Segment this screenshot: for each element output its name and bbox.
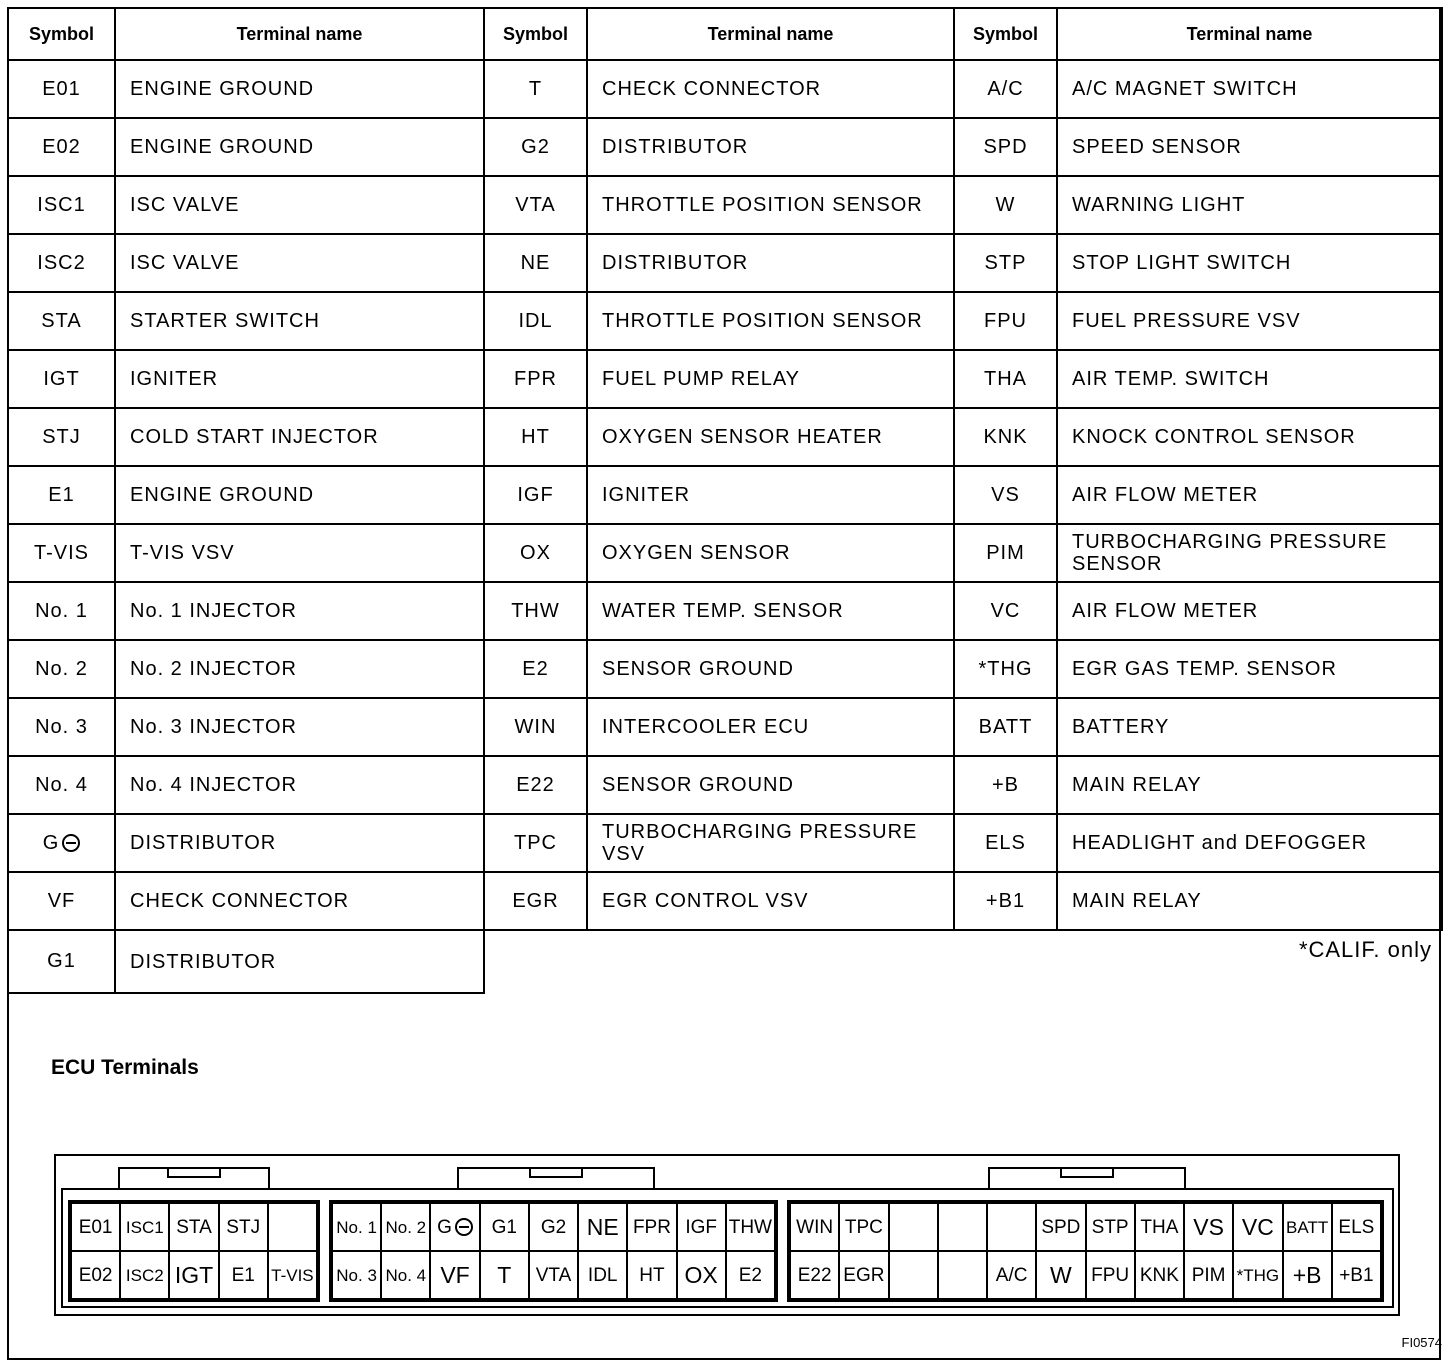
symbol-cell: [484, 582, 587, 640]
header-terminal-name: Terminal name: [115, 8, 484, 60]
symbol-text: T: [528, 77, 543, 100]
connector-pin: [1036, 1251, 1085, 1299]
connector-pin: [987, 1251, 1036, 1299]
symbol-cell: [954, 350, 1057, 408]
terminal-name-cell: ENGINE GROUND: [115, 118, 484, 176]
symbol-cell: [8, 582, 115, 640]
connector-pin: [839, 1251, 888, 1299]
table-row: [8, 466, 1442, 524]
connector-pin: [1036, 1203, 1085, 1251]
connector-pin: [219, 1203, 268, 1251]
table-row: [8, 176, 1442, 234]
symbol-cell: [954, 872, 1057, 930]
connector-pin: [1135, 1203, 1184, 1251]
terminal-name-cell: ISC VALVE: [115, 176, 484, 234]
symbol-cell: [484, 350, 587, 408]
symbol-cell: [484, 408, 587, 466]
connector-pin: [889, 1251, 938, 1299]
connector-pin: [480, 1203, 529, 1251]
terminal-name-cell: DISTRIBUTOR: [587, 118, 954, 176]
pin-label: E01: [78, 1216, 113, 1238]
symbol-text: No. 4: [35, 773, 88, 796]
symbol-cell: [8, 176, 115, 234]
table-row: [8, 582, 1442, 640]
pin-label: KNK: [1139, 1264, 1179, 1286]
pin-label: TPC: [844, 1216, 883, 1238]
connector-pin: [120, 1251, 169, 1299]
table-row: [8, 640, 1442, 698]
symbol-cell: [484, 234, 587, 292]
symbol-cell: [954, 292, 1057, 350]
connector-pin: [268, 1203, 317, 1251]
terminal-name-cell: KNOCK CONTROL SENSOR: [1057, 408, 1442, 466]
terminal-name-cell: INTERCOOLER ECU: [587, 698, 954, 756]
terminal-name-cell: CHECK CONNECTOR: [115, 872, 484, 930]
pin-label: T-VIS: [271, 1265, 314, 1285]
symbol-cell: [484, 466, 587, 524]
connector-pin: [1283, 1251, 1332, 1299]
pin-label: THA: [1140, 1216, 1179, 1238]
connector-pin: [677, 1203, 726, 1251]
terminal-name-cell: BATTERY: [1057, 698, 1442, 756]
symbol-cell: [8, 408, 115, 466]
pin-label: IGT: [174, 1261, 214, 1288]
connector-pin: [332, 1251, 381, 1299]
table-row: [8, 930, 1442, 993]
pin-label: E02: [78, 1264, 113, 1286]
symbol-cell: [954, 118, 1057, 176]
pin-label: A/C: [995, 1264, 1028, 1286]
symbol-text: E02: [42, 135, 81, 158]
pin-label: +B1: [1339, 1264, 1374, 1286]
connector-pin: [1086, 1251, 1135, 1299]
table-row: [8, 60, 1442, 118]
pin-label: STP: [1091, 1216, 1129, 1238]
symbol-cell: [954, 176, 1057, 234]
symbol-text: A/C: [987, 77, 1024, 100]
terminal-name-cell: TURBOCHARGING PRESSURE SENSOR: [1057, 524, 1442, 582]
symbol-text: ISC1: [37, 193, 86, 216]
table-row: [8, 698, 1442, 756]
symbol-cell: [8, 640, 115, 698]
connector-block-1: [68, 1200, 320, 1302]
symbol-cell: [484, 60, 587, 118]
connector-latch: [118, 1167, 270, 1190]
header-symbol: Symbol: [484, 8, 587, 60]
symbol-text: EGR: [512, 889, 559, 912]
symbol-text: VC: [990, 599, 1021, 622]
pin-label: +B: [1292, 1261, 1322, 1288]
terminal-name-cell: MAIN RELAY: [1057, 756, 1442, 814]
symbol-text: STJ: [42, 425, 81, 448]
symbol-text: WIN: [514, 715, 557, 738]
pin-label: IGF: [685, 1216, 717, 1238]
pin-label: No. 3: [336, 1265, 377, 1285]
connector-pin: [1332, 1251, 1381, 1299]
connector-latch: [988, 1167, 1186, 1190]
connector-pin: [169, 1251, 218, 1299]
table-row: [8, 292, 1442, 350]
terminal-name-cell: No. 2 INJECTOR: [115, 640, 484, 698]
symbol-text: No. 2: [35, 657, 88, 680]
connector-pin: [268, 1251, 317, 1299]
symbol-cell: [484, 756, 587, 814]
symbol-text: *THG: [978, 657, 1033, 680]
terminal-name-cell: A/C MAGNET SWITCH: [1057, 60, 1442, 118]
symbol-cell: [8, 60, 115, 118]
pin-label: STA: [176, 1216, 212, 1238]
terminal-name-cell: ENGINE GROUND: [115, 466, 484, 524]
symbol-text: BATT: [978, 715, 1033, 738]
symbol-cell: [954, 408, 1057, 466]
pin-label: ELS: [1338, 1216, 1375, 1238]
symbol-cell: [954, 698, 1057, 756]
symbol-cell: [8, 350, 115, 408]
symbol-text: FPR: [514, 367, 557, 390]
terminal-name-cell: DISTRIBUTOR: [587, 234, 954, 292]
connector-pin: [529, 1251, 578, 1299]
pin-label: No. 4: [385, 1265, 427, 1285]
terminal-name-cell: TURBOCHARGING PRESSURE VSV: [587, 814, 954, 872]
symbol-text: VF: [47, 889, 76, 912]
terminal-name-cell: EGR CONTROL VSV: [587, 872, 954, 930]
symbol-text: PIM: [986, 541, 1025, 564]
terminal-name-cell: THROTTLE POSITION SENSOR: [587, 292, 954, 350]
symbol-text: W: [995, 193, 1016, 216]
connector-pin: [839, 1203, 888, 1251]
pin-label: FPR: [632, 1216, 671, 1238]
pin-label: BATT: [1286, 1217, 1329, 1237]
symbol-cell: [954, 582, 1057, 640]
symbol-text: E1: [48, 483, 75, 506]
terminal-name-cell: FUEL PRESSURE VSV: [1057, 292, 1442, 350]
symbol-text: E01: [42, 77, 81, 100]
pin-label: G2: [540, 1216, 567, 1238]
terminal-name-cell: SPEED SENSOR: [1057, 118, 1442, 176]
symbol-text: FPU: [984, 309, 1027, 332]
symbol-cell: [8, 466, 115, 524]
connector-pin: [169, 1203, 218, 1251]
pin-label: HT: [639, 1264, 665, 1286]
terminal-name-cell: DISTRIBUTOR: [115, 930, 484, 993]
pin-label: W: [1050, 1261, 1072, 1288]
pin-label: VF: [440, 1261, 470, 1288]
connector-pin: [938, 1203, 987, 1251]
pin-label: IDL: [587, 1264, 618, 1286]
connector-pin: [1184, 1251, 1233, 1299]
symbol-text: G1: [47, 950, 76, 972]
connector-pin: [1184, 1203, 1233, 1251]
connector-pin: [71, 1203, 120, 1251]
connector-latch: [457, 1167, 655, 1190]
symbol-cell: [954, 756, 1057, 814]
symbol-text: VTA: [515, 193, 556, 216]
symbol-text: THW: [511, 599, 560, 622]
symbol-text: KNK: [983, 425, 1028, 448]
pin-label: VC: [1241, 1213, 1274, 1240]
symbol-text: IGF: [517, 483, 554, 506]
pin-label: T: [497, 1261, 512, 1288]
pin-label: WIN: [796, 1216, 834, 1238]
terminal-name-cell: OXYGEN SENSOR HEATER: [587, 408, 954, 466]
figure-code: FI0574: [1401, 1335, 1442, 1350]
terminal-name-cell: HEADLIGHT and DEFOGGER: [1057, 814, 1442, 872]
symbol-text: THA: [984, 367, 1027, 390]
symbol-text: ELS: [985, 831, 1026, 854]
symbol-cell: [8, 814, 115, 872]
terminal-name-cell: FUEL PUMP RELAY: [587, 350, 954, 408]
terminal-name-cell: AIR FLOW METER: [1057, 582, 1442, 640]
pin-label: ISC1: [125, 1217, 164, 1237]
symbol-text: E2: [522, 657, 549, 680]
ecu-terminals-title: ECU Terminals: [51, 1056, 199, 1079]
connector-pin: [726, 1203, 775, 1251]
terminal-name-cell: SENSOR GROUND: [587, 640, 954, 698]
pin-label: EGR: [843, 1264, 885, 1286]
symbol-cell: [954, 60, 1057, 118]
symbol-cell: [8, 292, 115, 350]
connector-pin: [578, 1251, 627, 1299]
symbol-cell: [8, 930, 115, 993]
header-symbol: Symbol: [8, 8, 115, 60]
header-terminal-name: Terminal name: [1057, 8, 1442, 60]
terminal-name-cell: AIR TEMP. SWITCH: [1057, 350, 1442, 408]
terminal-name-cell: STARTER SWITCH: [115, 292, 484, 350]
symbol-text: OX: [520, 541, 551, 564]
pin-label: No. 1: [336, 1217, 377, 1237]
terminal-name-cell: No. 1 INJECTOR: [115, 582, 484, 640]
terminal-name-cell: WATER TEMP. SENSOR: [587, 582, 954, 640]
connector-pin: [1086, 1203, 1135, 1251]
pin-label: E22: [797, 1264, 832, 1286]
connector-pin: [790, 1203, 839, 1251]
minus-circle-icon: [62, 834, 80, 852]
pin-label: FPU: [1091, 1264, 1130, 1286]
connector-block-3: [787, 1200, 1384, 1302]
symbol-text: +B: [991, 773, 1020, 796]
terminal-name-cell: T-VIS VSV: [115, 524, 484, 582]
connector-pin: [1233, 1251, 1282, 1299]
pin-label: VTA: [535, 1264, 572, 1286]
terminal-table: [7, 7, 1443, 994]
symbol-text: G: [42, 831, 60, 854]
connector-pin: [1135, 1251, 1184, 1299]
table-header-row: [8, 8, 1442, 60]
symbol-cell: [954, 234, 1057, 292]
terminal-name-cell: No. 4 INJECTOR: [115, 756, 484, 814]
connector-pin: [1283, 1203, 1332, 1251]
table-row: [8, 408, 1442, 466]
connector-pin: [430, 1251, 479, 1299]
terminal-name-cell: DISTRIBUTOR: [115, 814, 484, 872]
symbol-text: IDL: [518, 309, 553, 332]
terminal-name-cell: EGR GAS TEMP. SENSOR: [1057, 640, 1442, 698]
symbol-cell: [8, 756, 115, 814]
minus-circle-icon: [455, 1218, 473, 1236]
pin-label: G: [437, 1216, 452, 1238]
symbol-cell: [484, 872, 587, 930]
pin-label: SPD: [1041, 1216, 1081, 1238]
pin-label: No. 2: [385, 1217, 427, 1237]
connector-pin: [381, 1251, 430, 1299]
symbol-cell: [484, 524, 587, 582]
connector-pin: [938, 1251, 987, 1299]
symbol-cell: [954, 814, 1057, 872]
table-row: [8, 814, 1442, 872]
connector-pin: [71, 1251, 120, 1299]
pin-label: E1: [231, 1264, 255, 1286]
connector-pin: [529, 1203, 578, 1251]
connector-pin: [381, 1203, 430, 1251]
pin-label: *THG: [1236, 1265, 1280, 1285]
symbol-text: No. 1: [35, 599, 88, 622]
connector-pin: [219, 1251, 268, 1299]
pin-label: ISC2: [125, 1265, 164, 1285]
symbol-cell: [8, 698, 115, 756]
connector-pin: [1233, 1203, 1282, 1251]
symbol-cell: [484, 698, 587, 756]
pin-label: VS: [1193, 1213, 1224, 1240]
connector-pin: [430, 1203, 479, 1251]
terminal-name-cell: WARNING LIGHT: [1057, 176, 1442, 234]
header-symbol: Symbol: [954, 8, 1057, 60]
terminal-name-cell: IGNITER: [115, 350, 484, 408]
pin-label: PIM: [1191, 1264, 1226, 1286]
symbol-cell: [484, 118, 587, 176]
pin-label: E2: [738, 1264, 762, 1286]
table-row: [8, 234, 1442, 292]
symbol-cell: [954, 640, 1057, 698]
connector-pin: [889, 1203, 938, 1251]
terminal-name-cell: MAIN RELAY: [1057, 872, 1442, 930]
calif-note: *CALIF. only: [1298, 937, 1432, 962]
symbol-cell: [484, 176, 587, 234]
pin-label: STJ: [226, 1216, 261, 1238]
symbol-text: STA: [41, 309, 82, 332]
table-row: [8, 524, 1442, 582]
connector-block-2: [329, 1200, 778, 1302]
terminal-name-cell: THROTTLE POSITION SENSOR: [587, 176, 954, 234]
symbol-cell: [954, 524, 1057, 582]
symbol-text: No. 3: [35, 715, 88, 738]
pin-label: G1: [491, 1216, 517, 1238]
symbol-cell: [484, 814, 587, 872]
terminal-name-cell: AIR FLOW METER: [1057, 466, 1442, 524]
connector-pin: [987, 1203, 1036, 1251]
symbol-text: HT: [521, 425, 550, 448]
connector-pin: [790, 1251, 839, 1299]
pin-label: THW: [728, 1216, 772, 1238]
symbol-text: +B1: [985, 889, 1026, 912]
symbol-text: G2: [521, 135, 550, 158]
symbol-cell: [484, 640, 587, 698]
connector-pin: [627, 1251, 676, 1299]
terminal-name-cell: No. 3 INJECTOR: [115, 698, 484, 756]
symbol-cell: [484, 292, 587, 350]
symbol-cell: [8, 524, 115, 582]
terminal-name-cell: OXYGEN SENSOR: [587, 524, 954, 582]
terminal-name-cell: STOP LIGHT SWITCH: [1057, 234, 1442, 292]
connector-pin: [1332, 1203, 1381, 1251]
terminal-name-cell: CHECK CONNECTOR: [587, 60, 954, 118]
symbol-cell: [954, 466, 1057, 524]
terminal-name-cell: ISC VALVE: [115, 234, 484, 292]
symbol-cell: [8, 872, 115, 930]
connector-pin: [120, 1203, 169, 1251]
header-terminal-name: Terminal name: [587, 8, 954, 60]
connector-pin: [578, 1203, 627, 1251]
terminal-name-cell: IGNITER: [587, 466, 954, 524]
connector-pin: [627, 1203, 676, 1251]
table-row: [8, 872, 1442, 930]
connector-pin: [332, 1203, 381, 1251]
symbol-cell: [8, 118, 115, 176]
symbol-text: E22: [516, 773, 555, 796]
terminal-name-cell: SENSOR GROUND: [587, 756, 954, 814]
symbol-text: TPC: [514, 831, 557, 854]
table-row: [8, 756, 1442, 814]
symbol-text: IGT: [43, 367, 80, 390]
terminal-name-cell: COLD START INJECTOR: [115, 408, 484, 466]
symbol-text: NE: [520, 251, 551, 274]
symbol-text: SPD: [983, 135, 1028, 158]
pin-label: NE: [586, 1213, 619, 1240]
table-row: [8, 350, 1442, 408]
connector-pin: [480, 1251, 529, 1299]
symbol-text: ISC2: [37, 251, 86, 274]
symbol-text: STP: [984, 251, 1027, 274]
symbol-text: VS: [991, 483, 1020, 506]
terminal-name-cell: ENGINE GROUND: [115, 60, 484, 118]
connector-pin: [677, 1251, 726, 1299]
pin-label: OX: [684, 1261, 718, 1288]
connector-pin: [726, 1251, 775, 1299]
symbol-cell: [8, 234, 115, 292]
table-row: [8, 118, 1442, 176]
symbol-text: T-VIS: [33, 541, 89, 564]
